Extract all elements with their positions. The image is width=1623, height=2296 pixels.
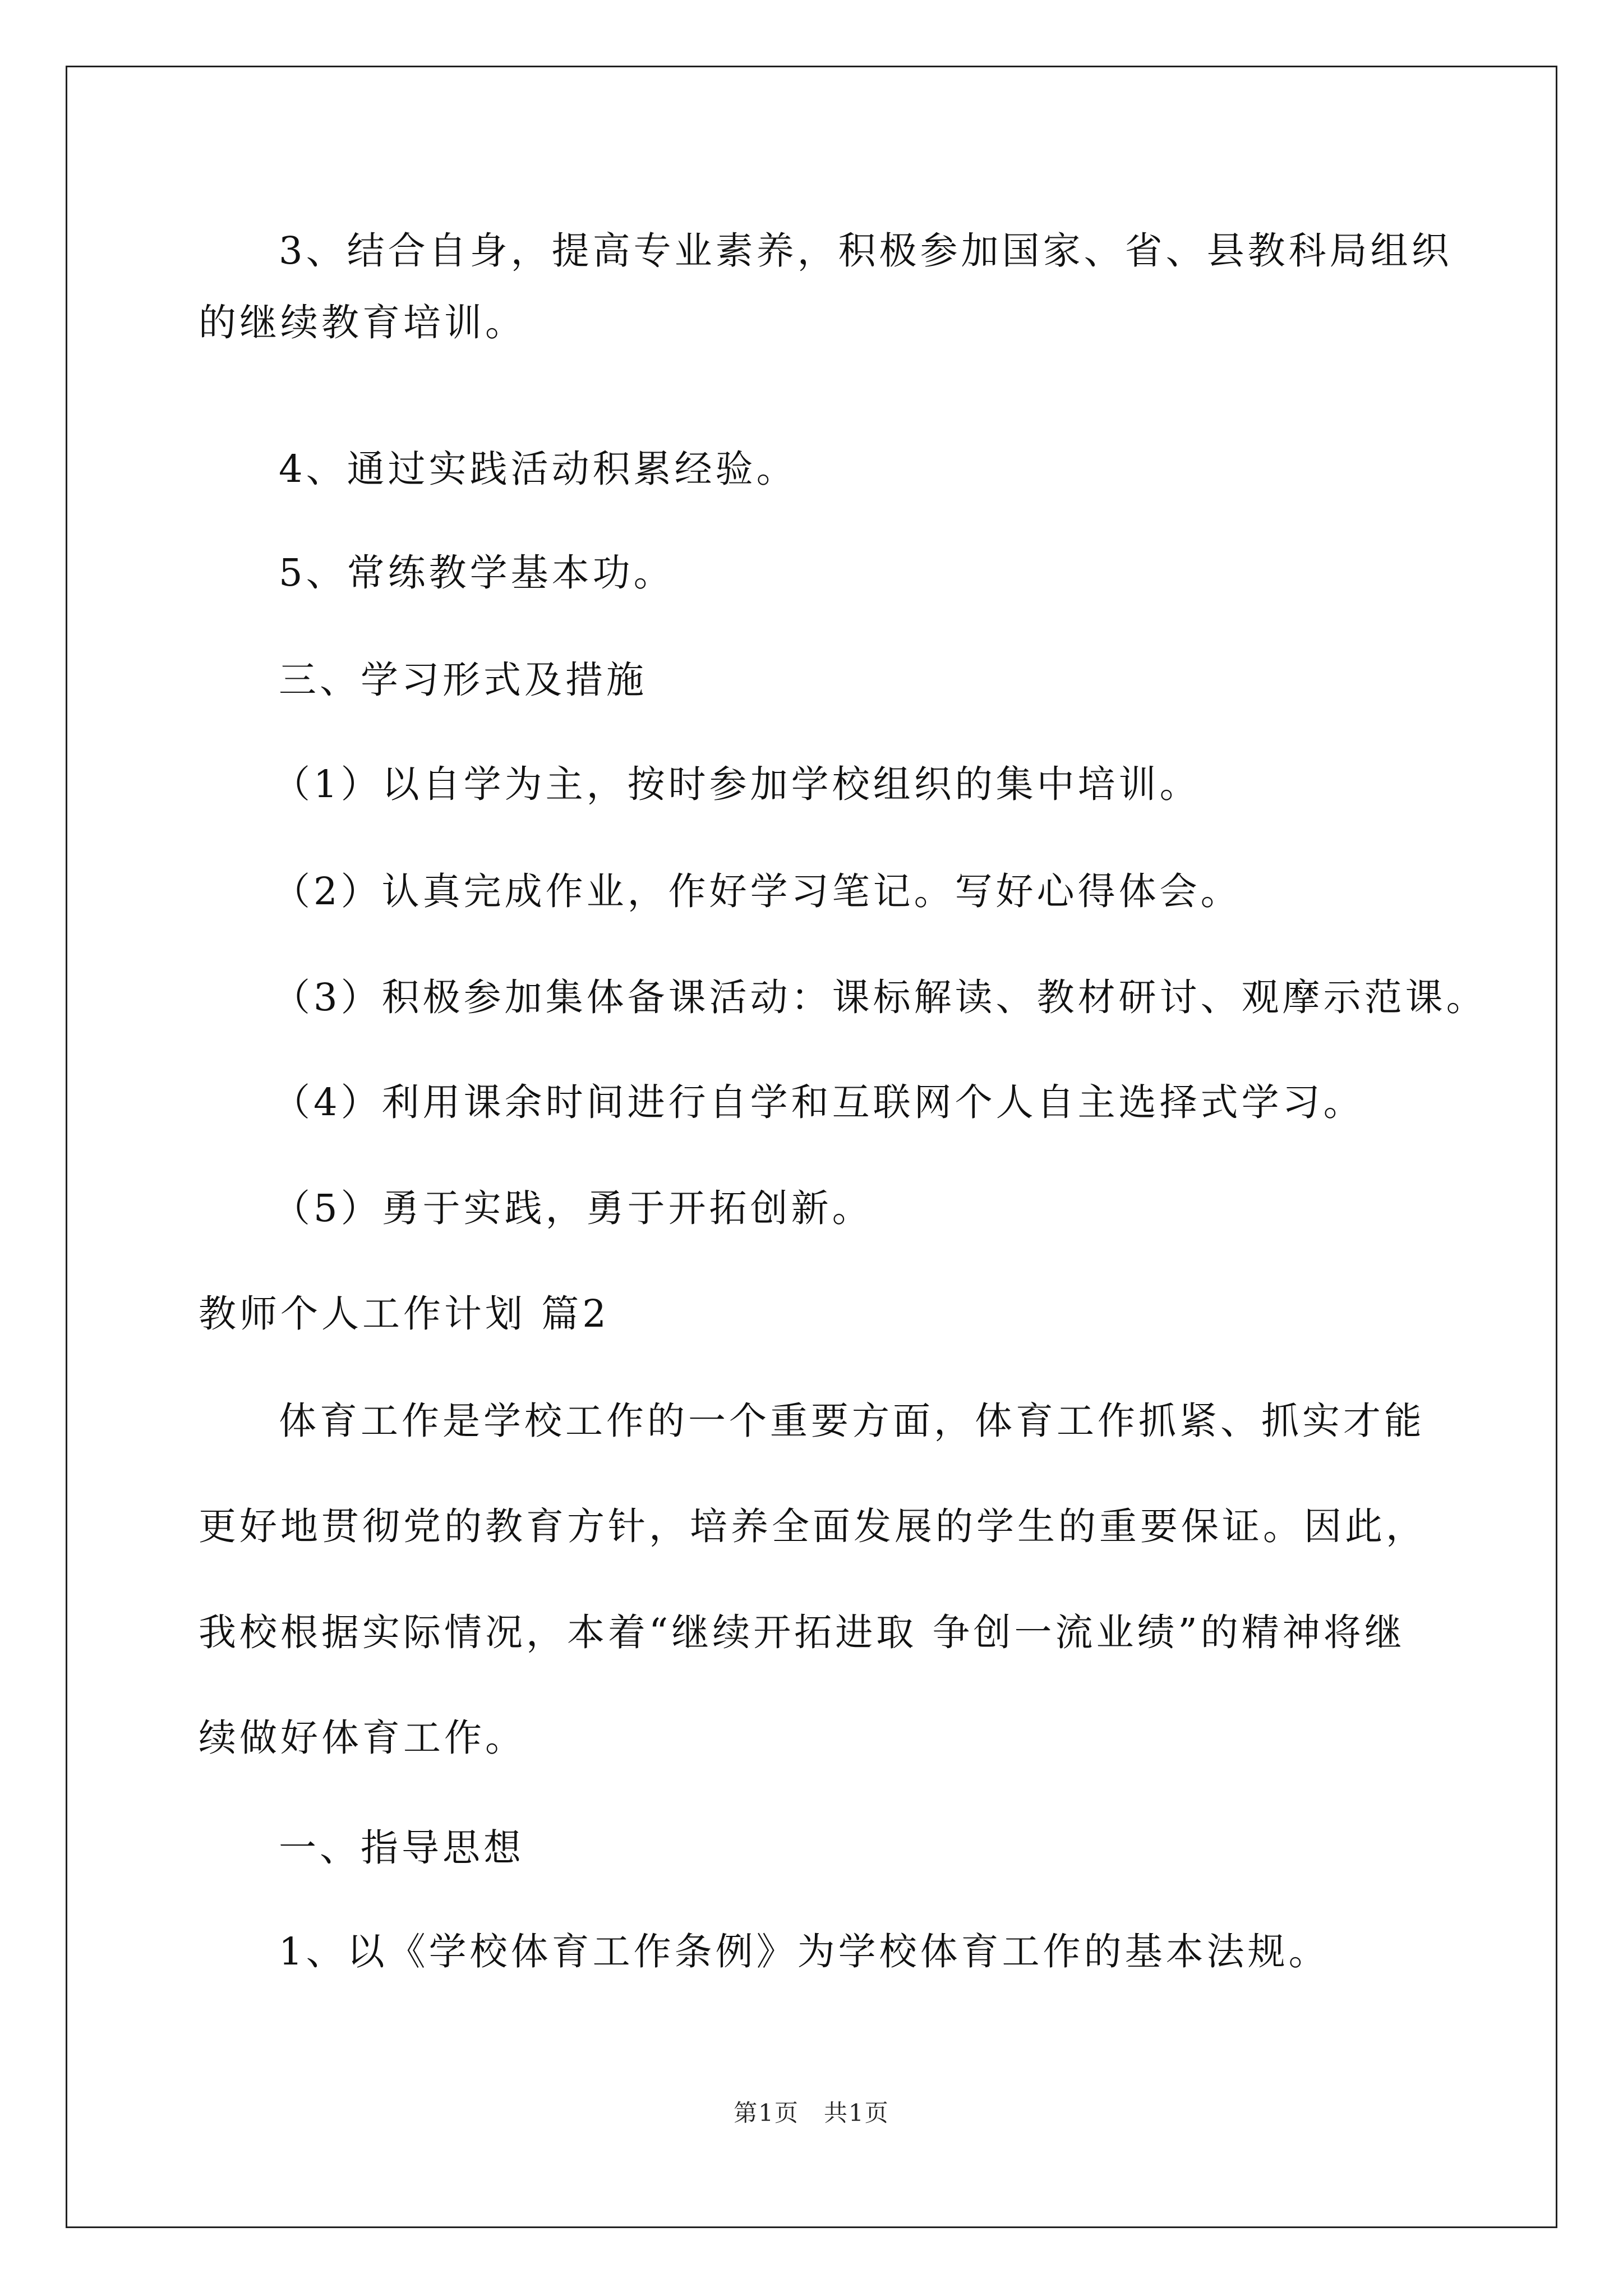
measure-item-2: （2）认真完成作业，作好学习笔记。写好心得体会。: [273, 869, 1242, 913]
body-paragraph-line: 更好地贯彻党的教育方针，培养全面发展的学生的重要保证。因此，: [199, 1504, 1427, 1548]
body-paragraph-line: 续做好体育工作。: [199, 1716, 526, 1760]
section-heading-1: 一、指导思想: [279, 1826, 524, 1870]
article-title: 教师个人工作计划 篇2: [199, 1292, 610, 1336]
paragraph-continuation: 的继续教育培训。: [199, 301, 526, 344]
paragraph-item-4: 4、通过实践活动积累经验。: [279, 447, 797, 491]
measure-item-3: （3）积极参加集体备课活动：课标解读、教材研讨、观摩示范课。: [273, 976, 1487, 1019]
page-border: [66, 66, 1557, 2228]
measure-item-5: （5）勇于实践，勇于开拓创新。: [273, 1186, 873, 1230]
body-paragraph-line: 体育工作是学校工作的一个重要方面，体育工作抓紧、抓实才能: [279, 1399, 1425, 1443]
page-footer: 第1页 共1页: [734, 2099, 889, 2127]
measure-item-4: （4）利用课余时间进行自学和互联网个人自主选择式学习。: [273, 1080, 1364, 1124]
section-heading-3: 三、学习形式及措施: [279, 658, 647, 702]
body-paragraph-line: 我校根据实际情况，本着“继续开拓进取 争创一流业绩”的精神将继: [199, 1611, 1405, 1654]
paragraph-item-5: 5、常练教学基本功。: [279, 551, 675, 595]
paragraph-item-3: 3、结合自身，提高专业素养，积极参加国家、省、县教科局组织: [279, 229, 1453, 273]
measure-item-1: （1）以自学为主，按时参加学校组织的集中培训。: [273, 762, 1201, 806]
guideline-item-1: 1、以《学校体育工作条例》为学校体育工作的基本法规。: [279, 1930, 1330, 1973]
